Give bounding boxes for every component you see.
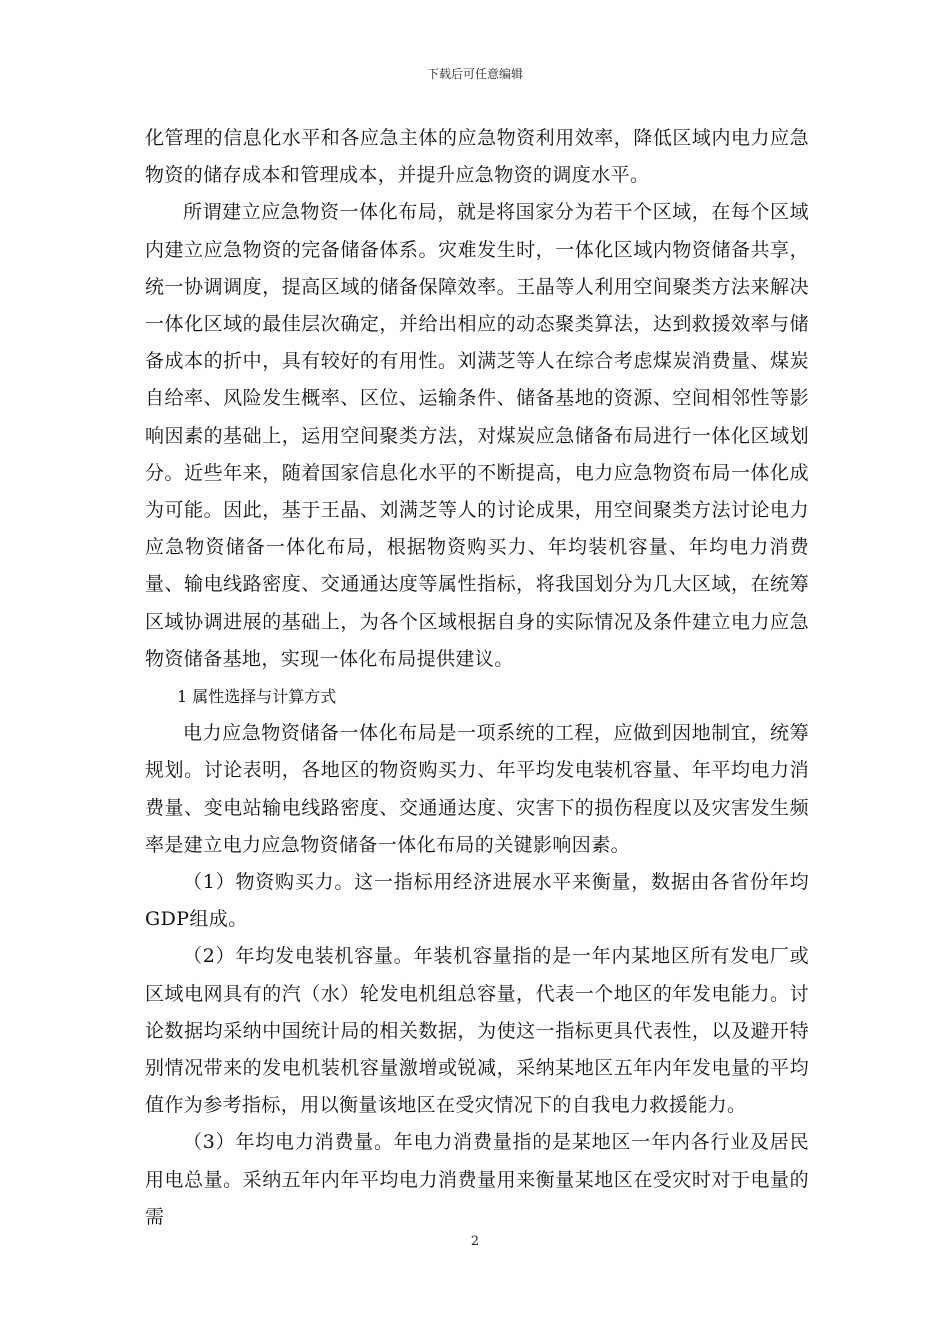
section-heading: 1 属性选择与计算方式: [177, 687, 337, 707]
body-paragraph: 电力应急物资储备一体化布局是一项系统的工程，应做到因地制宜，统筹规划。讨论表明，各地区的物资购买力、年平均发电装机容量、年平均电力消费量、变电站输电线路密度、交通通达度、灾害下的损伤程度以及灾害发生频率是建立电力应急物资储备一体化布局的关键影响因素。: [145, 722, 809, 856]
page-number: 2: [470, 1234, 480, 1249]
body-paragraph: 化管理的信息化水平和各应急主体的应急物资利用效率，降低区域内电力应急物资的储存成本和管理成本，并提升应急物资的调度水平。: [145, 127, 809, 187]
list-item-paragraph: （2）年均发电装机容量。年装机容量指的是一年内某地区所有发电厂或区域电网具有的汽（水）轮发电机组总容量，代表一个地区的年发电能力。讨论数据均采纳中国统计局的相关数据，为使这一指标更具代表性，以及避开特别情况带来的发电机装机容量激增或锐减，采纳某地区五年内年发电量的平均值作为参考指标，用以衡量该地区在受灾情况下的自我电力救援能力。: [145, 945, 809, 1117]
page-header: 下载后可任意编辑: [426, 67, 523, 81]
list-item-paragraph: （1）物资购买力。这一指标用经济进展水平来衡量，数据由各省份年均GDP组成。: [145, 871, 809, 931]
body-paragraph: 所谓建立应急物资一体化布局，就是将国家分为若干个区域，在每个区域内建立应急物资的完备储备体系。灾难发生时，一体化区域内物资储备共享，统一协调调度，提高区域的储备保障效率。王晶等人利用空间聚类方法来解决一体化区域的最佳层次确定，并给出相应的动态聚类算法，达到救援效率与储备成本的折中，具有较好的有用性。刘满芝等人在综合考虑煤炭消费量、煤炭自给率、风险发生概率、区位、运输条件、储备基地的资源、空间相邻性等影响因素的基础上，运用空间聚类方法，对煤炭应急储备布局进行一体化区域划分。近些年来，随着国家信息化水平的不断提高，电力应急物资布局一体化成为可能。因此，基于王晶、刘满芝等人的讨论成果，用空间聚类方法讨论电力应急物资储备一体化布局，根据物资购买力、年均装机容量、年均电力消费量、输电线路密度、交通通达度等属性指标，将我国划分为几大区域，在统筹区域协调进展的基础上，为各个区域根据自身的实际情况及条件建立电力应急物资储备基地，实现一体化布局提供建议。: [145, 201, 809, 670]
list-item-paragraph: （3）年均电力消费量。年电力消费量指的是某地区一年内各行业及居民用电总量。采纳五年内年平均电力消费量用来衡量某地区在受灾时对于电量的需: [145, 1131, 809, 1228]
document-body: [145, 120, 809, 1236]
